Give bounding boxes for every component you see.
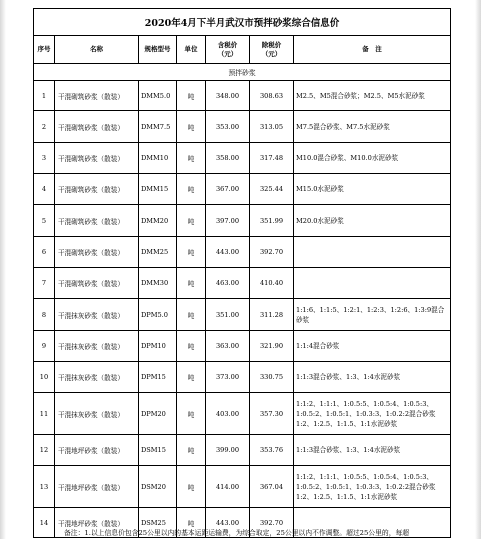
row-spec: DMM30 xyxy=(139,268,177,299)
table-row xyxy=(34,81,451,111)
table-row xyxy=(34,435,451,466)
row-price-tax-included: 367.00 xyxy=(206,174,250,205)
row-unit: 吨 xyxy=(177,205,206,237)
row-unit: 吨 xyxy=(177,268,206,299)
table-row xyxy=(34,362,451,393)
table-row xyxy=(34,174,451,205)
footnote: 备注：1.以上信息价包含25公里以内的基本运距运输费，为综合取定，25公里以内不作调整。超过25公里的，每超 xyxy=(64,529,410,537)
row-price-tax-included: 443.00 xyxy=(206,237,250,268)
table-row xyxy=(34,111,451,143)
row-name: 干混抹灰砂浆（散装） xyxy=(55,393,139,435)
table-row xyxy=(34,466,451,508)
row-name: 干混砌筑砂浆（散装） xyxy=(55,143,139,174)
row-note: M20.0水泥砂浆 xyxy=(294,205,451,237)
category-label: 预拌砂浆 xyxy=(34,64,451,81)
row-name: 干混抹灰砂浆（散装） xyxy=(55,331,139,362)
row-note: 1:1:4混合砂浆 xyxy=(294,331,451,362)
header-unit: 单位 xyxy=(177,36,206,64)
page-shadow-right xyxy=(475,0,481,539)
row-price-tax-excluded: 317.48 xyxy=(250,143,294,174)
row-price-tax-excluded: 308.63 xyxy=(250,81,294,111)
table-row xyxy=(34,143,451,174)
row-number: 11 xyxy=(34,393,55,435)
header-note: 备 注 xyxy=(294,36,451,64)
row-spec: DMM20 xyxy=(139,205,177,237)
header-tax-excluded: 除税价 （元） xyxy=(250,36,294,64)
row-number: 8 xyxy=(34,299,55,331)
row-name: 干混抹灰砂浆（散装） xyxy=(55,362,139,393)
row-price-tax-included: 397.00 xyxy=(206,205,250,237)
table-row xyxy=(34,268,451,299)
row-unit: 吨 xyxy=(177,174,206,205)
row-number: 13 xyxy=(34,466,55,508)
page-shadow-left xyxy=(0,0,6,539)
row-price-tax-included: 363.00 xyxy=(206,331,250,362)
row-name: 干混砌筑砂浆（散装） xyxy=(55,111,139,143)
row-number: 12 xyxy=(34,435,55,466)
row-price-tax-included: 358.00 xyxy=(206,143,250,174)
table-row xyxy=(34,393,451,435)
row-number: 10 xyxy=(34,362,55,393)
row-spec: DMM5.0 xyxy=(139,81,177,111)
row-price-tax-excluded: 357.30 xyxy=(250,393,294,435)
row-unit: 吨 xyxy=(177,466,206,508)
row-unit: 吨 xyxy=(177,331,206,362)
price-table xyxy=(33,8,451,538)
row-unit: 吨 xyxy=(177,393,206,435)
row-price-tax-excluded: 321.90 xyxy=(250,331,294,362)
header-no: 序号 xyxy=(34,36,55,64)
row-price-tax-included: 373.00 xyxy=(206,362,250,393)
row-price-tax-excluded: 325.44 xyxy=(250,174,294,205)
row-number: 9 xyxy=(34,331,55,362)
table-row xyxy=(34,205,451,237)
row-price-tax-included: 443.00 xyxy=(206,508,250,538)
row-unit: 吨 xyxy=(177,237,206,268)
row-number: 3 xyxy=(34,143,55,174)
row-name: 干混砌筑砂浆（散装） xyxy=(55,81,139,111)
row-note: 1:1:3混合砂浆、1:3、1:4水泥砂浆 xyxy=(294,435,451,466)
row-price-tax-included: 463.00 xyxy=(206,268,250,299)
row-spec: DSM25 xyxy=(139,508,177,538)
row-note: 1:1:2、1:1:1、1:0.5:5、1:0.5:4、1:0.5:3、1:0.5:2、1:0.5:1、1:0.3:3、1:0.2:2混合砂浆 1:2、1:2.5、1:1.5、1:1水泥砂浆 xyxy=(294,393,451,435)
row-spec: DPM5.0 xyxy=(139,299,177,331)
row-price-tax-excluded: 351.99 xyxy=(250,205,294,237)
header-row xyxy=(34,36,451,64)
row-price-tax-excluded: 410.40 xyxy=(250,268,294,299)
row-price-tax-excluded: 392.70 xyxy=(250,237,294,268)
row-note: 1:1:2、1:1:1、1:0.5:5、1:0.5:4、1:0.5:3、1:0.5:2、1:0.5:1、1:0.3:3、1:0.2:2混合砂浆 1:2、1:2.5、1:1.5、1:1水泥砂浆 xyxy=(294,466,451,508)
row-price-tax-excluded: 353.76 xyxy=(250,435,294,466)
row-note: 1:1:6、1:1:5、1:2:1、1:2:3、1:2:6、1:3:9混合砂浆 xyxy=(294,299,451,331)
row-spec: DPM20 xyxy=(139,393,177,435)
row-price-tax-included: 348.00 xyxy=(206,81,250,111)
row-price-tax-included: 399.00 xyxy=(206,435,250,466)
row-price-tax-excluded: 330.75 xyxy=(250,362,294,393)
row-note: M2.5、M5混合砂浆；M2.5、M5水泥砂浆 xyxy=(294,81,451,111)
row-spec: DSM20 xyxy=(139,466,177,508)
row-name: 干混砌筑砂浆（散装） xyxy=(55,237,139,268)
row-price-tax-excluded: 367.04 xyxy=(250,466,294,508)
row-unit: 吨 xyxy=(177,81,206,111)
header-name: 名称 xyxy=(55,36,139,64)
row-number: 2 xyxy=(34,111,55,143)
row-spec: DMM15 xyxy=(139,174,177,205)
row-spec: DSM15 xyxy=(139,435,177,466)
row-unit: 吨 xyxy=(177,435,206,466)
row-name: 干混地坪砂浆（散装） xyxy=(55,435,139,466)
row-note: M10.0混合砂浆、M10.0水泥砂浆 xyxy=(294,143,451,174)
row-name: 干混地坪砂浆（散装） xyxy=(55,466,139,508)
row-number: 7 xyxy=(34,268,55,299)
row-number: 6 xyxy=(34,237,55,268)
row-price-tax-included: 414.00 xyxy=(206,466,250,508)
row-price-tax-included: 351.00 xyxy=(206,299,250,331)
row-unit: 吨 xyxy=(177,143,206,174)
row-price-tax-excluded: 392.70 xyxy=(250,508,294,538)
table-row xyxy=(34,237,451,268)
row-name: 干混砌筑砂浆（散装） xyxy=(55,205,139,237)
header-tax-included: 含税价 （元） xyxy=(206,36,250,64)
header-spec: 规格型号 xyxy=(139,36,177,64)
row-name: 干混地坪砂浆（散装） xyxy=(55,508,139,538)
row-price-tax-included: 403.00 xyxy=(206,393,250,435)
row-name: 干混抹灰砂浆（散装） xyxy=(55,299,139,331)
table-row xyxy=(34,331,451,362)
row-price-tax-excluded: 313.05 xyxy=(250,111,294,143)
row-unit: 吨 xyxy=(177,111,206,143)
row-spec: DPM10 xyxy=(139,331,177,362)
row-number: 1 xyxy=(34,81,55,111)
row-unit: 吨 xyxy=(177,299,206,331)
row-spec: DMM10 xyxy=(139,143,177,174)
table-title: 2020年4月下半月武汉市预拌砂浆综合信息价 xyxy=(34,9,451,36)
row-unit: 吨 xyxy=(177,508,206,538)
row-note xyxy=(294,237,451,268)
row-price-tax-included: 353.00 xyxy=(206,111,250,143)
row-name: 干混砌筑砂浆（散装） xyxy=(55,174,139,205)
row-name: 干混砌筑砂浆（散装） xyxy=(55,268,139,299)
row-note: 1:1:3混合砂浆、1:3、1:4水泥砂浆 xyxy=(294,362,451,393)
row-number: 14 xyxy=(34,508,55,538)
table-row xyxy=(34,299,451,331)
row-note: M15.0水泥砂浆 xyxy=(294,174,451,205)
row-note xyxy=(294,268,451,299)
row-note: M7.5混合砂浆、M7.5水泥砂浆 xyxy=(294,111,451,143)
row-number: 4 xyxy=(34,174,55,205)
row-number: 5 xyxy=(34,205,55,237)
row-spec: DMM25 xyxy=(139,237,177,268)
row-unit: 吨 xyxy=(177,362,206,393)
row-spec: DMM7.5 xyxy=(139,111,177,143)
row-price-tax-excluded: 311.28 xyxy=(250,299,294,331)
row-spec: DPM15 xyxy=(139,362,177,393)
